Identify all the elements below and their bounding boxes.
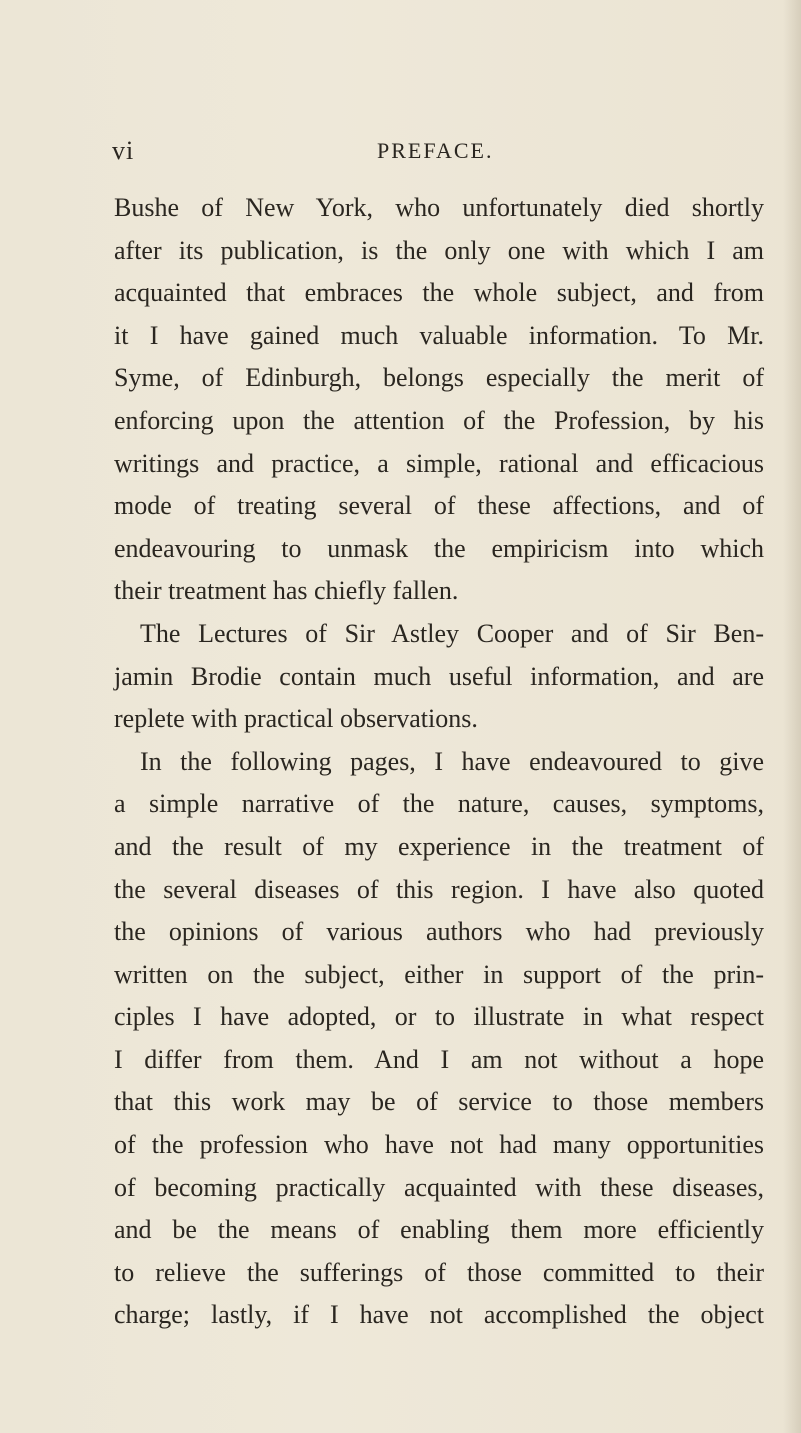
text-line: writings and practice, a simple, rational and efficacious (114, 448, 764, 478)
text-line: Syme, of Edinburgh, belongs especially the merit of (114, 363, 764, 393)
text-line: In the following pages, I have endeavoured to give (140, 746, 764, 776)
text-line: endeavouring to unmask the empiricism into which (114, 533, 764, 563)
text-line: a simple narrative of the nature, causes, symptoms, (114, 789, 764, 819)
text-line: that this work may be of service to those members (114, 1087, 764, 1117)
text-line: mode of treating several of these affections, and of (114, 491, 764, 521)
text-line: to relieve the sufferings of those committed to their (114, 1257, 764, 1287)
text-line: of the profession who have not had many opportunities (114, 1130, 764, 1160)
body-text (114, 187, 764, 1337)
text-line: I differ from them. And I am not without a hope (114, 1044, 764, 1074)
text-line: acquainted that embraces the whole subject, and from (114, 278, 764, 308)
text-line: it I have gained much valuable information. To Mr. (114, 320, 764, 350)
text-line: the opinions of various authors who had previously (114, 917, 764, 947)
text-line: The Lectures of Sir Astley Cooper and of Sir Ben- (140, 618, 764, 648)
text-line: ciples I have adopted, or to illustrate in what respect (114, 1002, 764, 1032)
text-line: charge; lastly, if I have not accomplished the object (114, 1300, 764, 1330)
text-line: jamin Brodie contain much useful information, and are (114, 661, 764, 691)
page-number: vi (112, 136, 135, 165)
text-line: and be the means of enabling them more efficiently (114, 1215, 764, 1245)
text-line: of becoming practically acquainted with these diseases, (114, 1172, 764, 1202)
text-line: enforcing upon the attention of the Profession, by his (114, 405, 764, 435)
text-line: written on the subject, either in support of the prin- (114, 959, 764, 989)
page-header (112, 136, 772, 172)
text-line: the several diseases of this region. I have also quoted (114, 874, 764, 904)
text-line: and the result of my experience in the treatment of (114, 831, 764, 861)
text-line: replete with practical observations. (114, 704, 478, 734)
running-head: PREFACE. (377, 138, 494, 163)
text-line: Bushe of New York, who unfortunately died shortly (114, 193, 764, 222)
text-line: their treatment has chiefly fallen. (114, 576, 459, 606)
text-line: after its publication, is the only one with which I am (114, 235, 764, 265)
page-edge-shadow (783, 0, 801, 1433)
